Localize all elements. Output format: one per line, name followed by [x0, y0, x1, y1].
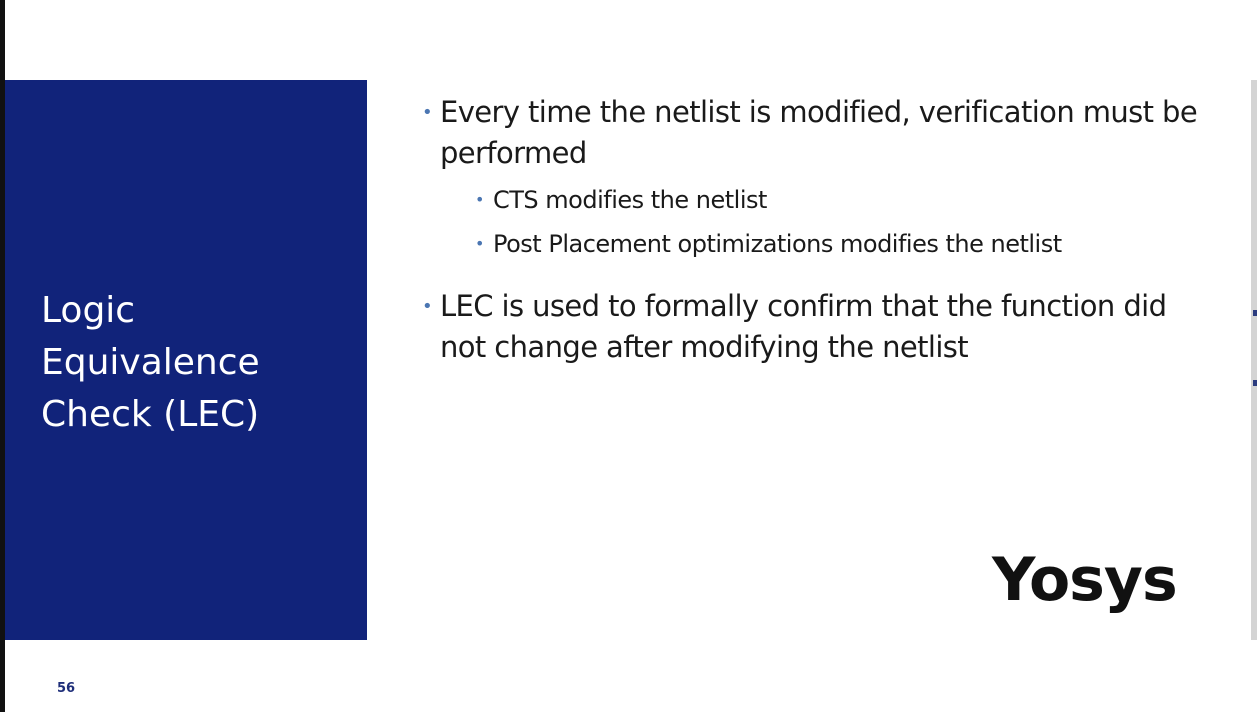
bullet-text: LEC is used to formally confirm that the function did not change after modifying the netlist: [440, 289, 1167, 364]
brand-label: Yosys: [992, 545, 1177, 615]
bullet-dot-icon: •: [422, 102, 433, 123]
bullet-item: [420, 92, 1200, 174]
bullet-dot-icon: •: [422, 296, 433, 317]
edge-marker: [1253, 310, 1257, 316]
next-slide-edge: [1251, 80, 1257, 640]
bullet-item: [420, 286, 1200, 368]
slide-content: [420, 92, 1200, 368]
edge-marker: [1253, 380, 1257, 386]
bullet-dot-icon: •: [475, 190, 484, 209]
sub-bullet-item: [420, 222, 1200, 266]
slide-title: Logic Equivalence Check (LEC): [41, 290, 260, 435]
title-panel: [5, 80, 367, 640]
slide-number: 56: [57, 681, 76, 696]
bullet-text: Every time the netlist is modified, verification must be performed: [440, 95, 1198, 170]
sub-bullet-item: [420, 178, 1200, 222]
sub-bullet-text: Post Placement optimizations modifies the netlist: [493, 230, 1062, 258]
sub-bullet-list: [420, 178, 1200, 266]
bullet-dot-icon: •: [475, 234, 484, 253]
sub-bullet-text: CTS modifies the netlist: [493, 186, 767, 214]
